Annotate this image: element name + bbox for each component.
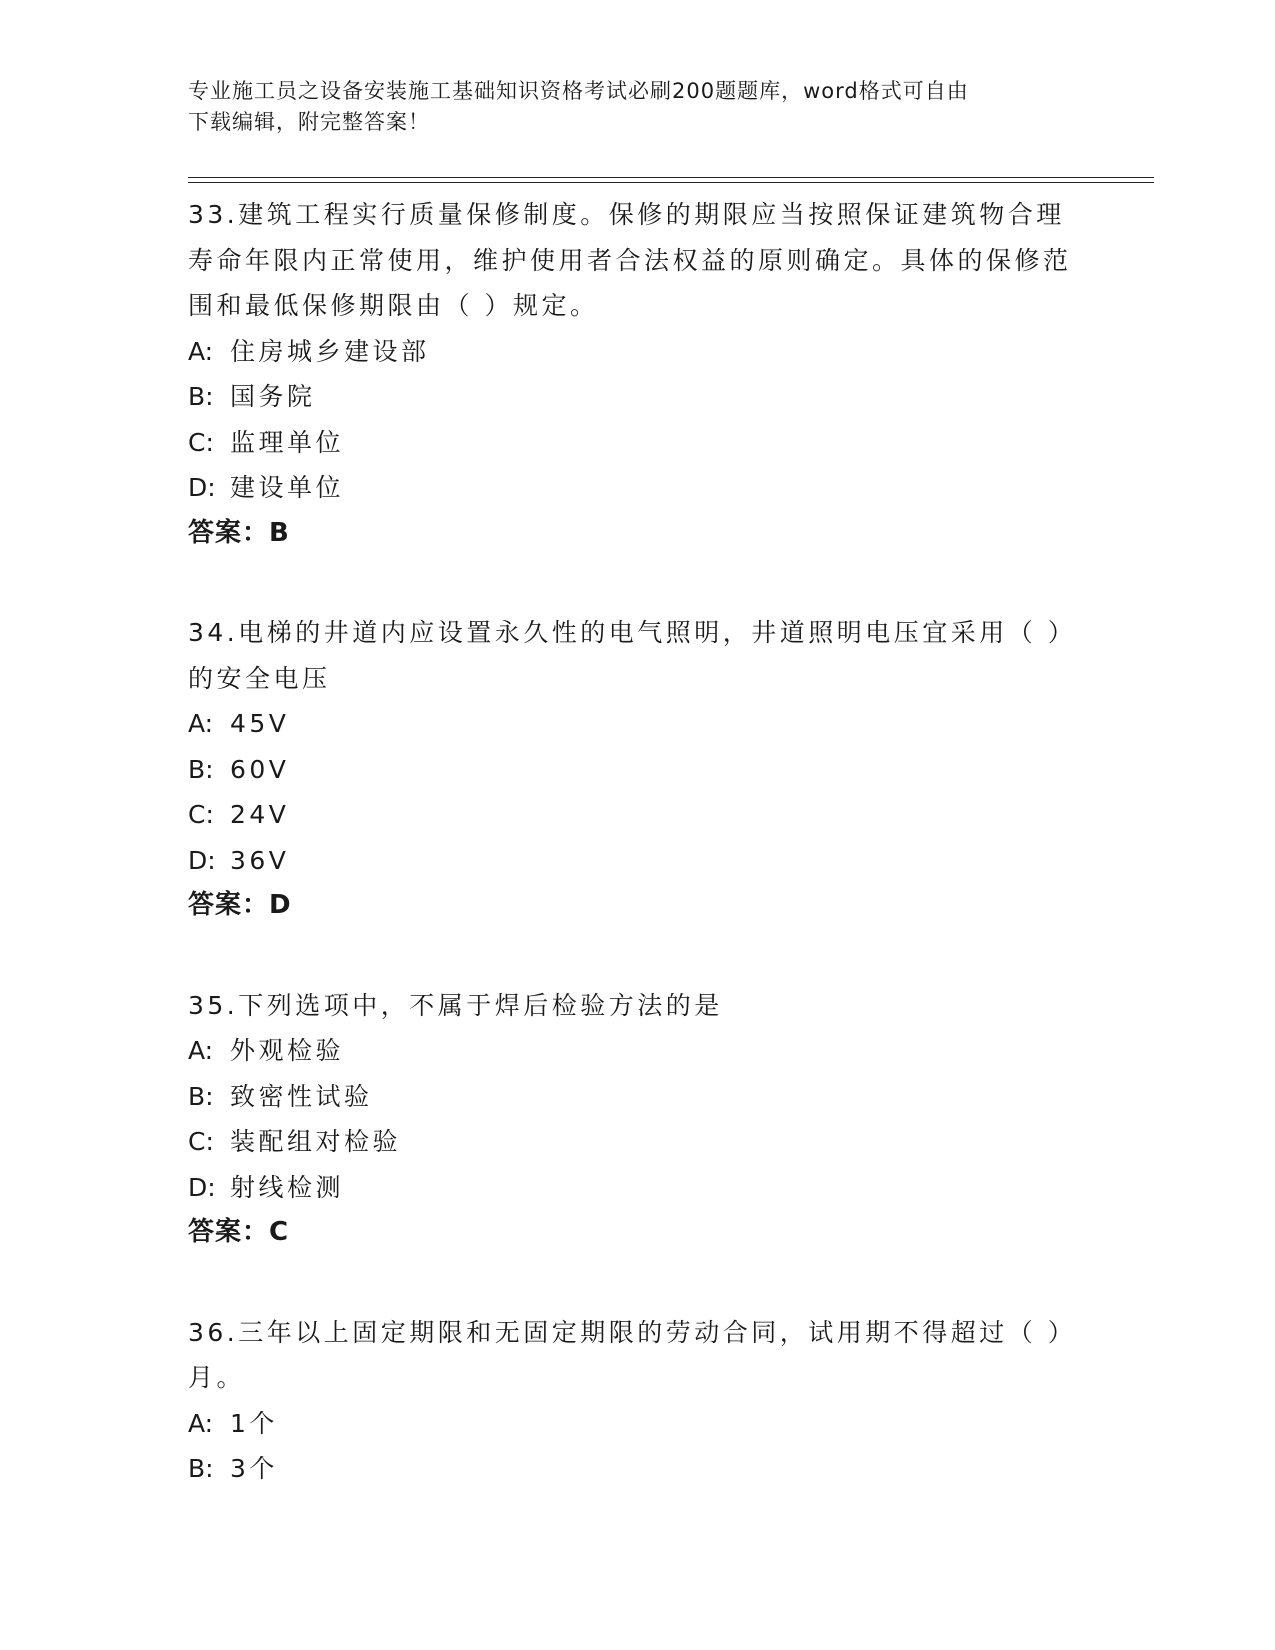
option-key: B:: [188, 1454, 214, 1483]
option-text: 3个: [230, 1454, 278, 1483]
option-b: [188, 374, 1088, 420]
option-text: 1个: [230, 1408, 278, 1438]
question-text: 33.建筑工程实行质量保修制度。保修的期限应当按照保证建筑物合理寿命年限内正常使用，维护使用者合法权益的原则确定。具体的保修范围和最低保修期限由（ ）规定。: [188, 200, 1072, 320]
option-a: [188, 1401, 1088, 1447]
option-key: D:: [188, 1172, 216, 1202]
option-key: B:: [188, 382, 214, 411]
option-text: 监理单位: [230, 427, 345, 457]
option-d: [188, 838, 1088, 884]
option-c: [188, 420, 1088, 466]
question-34: [188, 610, 1088, 929]
document-header: [188, 76, 1068, 138]
question-text: 35.下列选项中，不属于焊后检验方法的是: [188, 990, 723, 1020]
option-text: 射线检测: [230, 1172, 345, 1202]
question-33: [188, 192, 1088, 556]
option-text: 国务院: [230, 382, 316, 411]
option-key: A:: [188, 1036, 214, 1065]
header-divider-bottom: [188, 182, 1154, 183]
option-key: A:: [188, 336, 214, 366]
option-key: D:: [188, 845, 216, 875]
answer-line: 答案：C: [188, 1217, 290, 1247]
option-key: B:: [188, 754, 214, 784]
option-key: C:: [188, 800, 214, 829]
question-text: 36.三年以上固定期限和无固定期限的劳动合同，试用期不得超过（ ）月。: [188, 1317, 1077, 1392]
option-key: C:: [188, 1127, 214, 1156]
option-text: 装配组对检验: [230, 1127, 402, 1156]
answer-line: 答案：B: [188, 517, 290, 548]
question-text: 34.电梯的井道内应设置永久性的电气照明，井道照明电压宜采用（ ）的安全电压: [188, 618, 1077, 693]
option-d: [188, 1165, 1088, 1211]
header-divider-top: [188, 177, 1154, 178]
option-key: C:: [188, 427, 214, 457]
option-text: 24V: [230, 800, 290, 829]
header-title-line-1: 专业施工员之设备安装施工基础知识资格考试必刷200题题库，word格式可自由: [188, 79, 969, 103]
question-35: [188, 983, 1088, 1256]
option-key: A:: [188, 709, 214, 738]
option-a: [188, 701, 1088, 747]
option-text: 36V: [230, 845, 290, 875]
option-text: 建设单位: [230, 473, 345, 502]
answer-line: 答案：D: [188, 890, 292, 920]
option-c: [188, 792, 1088, 838]
option-c: [188, 1119, 1088, 1165]
option-a: [188, 329, 1088, 375]
option-key: B:: [188, 1081, 214, 1111]
option-text: 60V: [230, 754, 290, 784]
question-list: [188, 192, 1088, 1546]
option-text: 住房城乡建设部: [230, 336, 430, 366]
option-text: 外观检验: [230, 1036, 345, 1065]
option-text: 致密性试验: [230, 1081, 373, 1111]
question-36: [188, 1310, 1088, 1492]
option-key: A:: [188, 1408, 214, 1438]
option-key: D:: [188, 473, 216, 502]
option-b: [188, 1446, 1088, 1492]
option-b: [188, 1074, 1088, 1120]
option-a: [188, 1028, 1088, 1074]
header-title-line-2: 下载编辑，附完整答案！: [188, 110, 430, 134]
option-d: [188, 465, 1088, 511]
option-b: [188, 747, 1088, 793]
option-text: 45V: [230, 709, 290, 738]
